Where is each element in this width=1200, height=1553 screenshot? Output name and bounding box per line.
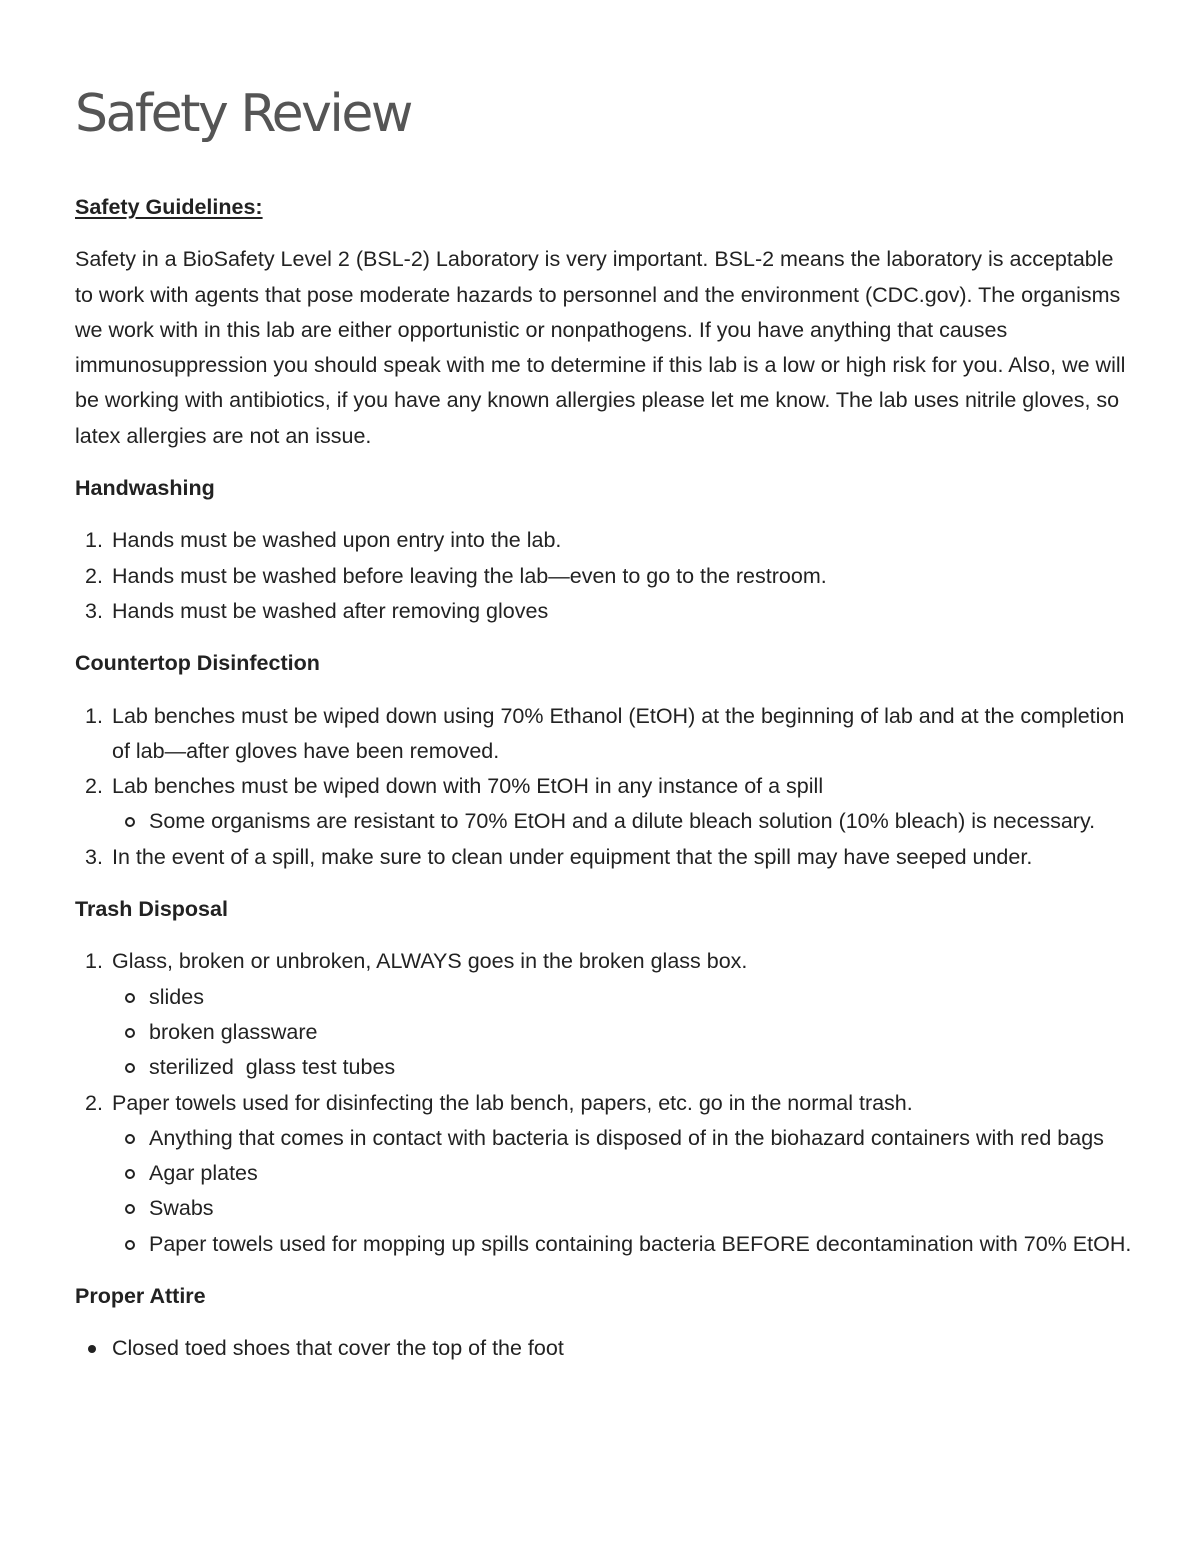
sub-list-item	[112, 1121, 1135, 1156]
list-item	[75, 523, 1135, 558]
list-item-text: Lab benches must be wiped down with 70% EtOH in any instance of a spill	[112, 774, 824, 799]
sub-list-item	[112, 1050, 1135, 1085]
list-item-text: Lab benches must be wiped down using 70% Ethanol (EtOH) at the beginning of lab and at the completion of lab—after gloves have been removed.	[112, 703, 1125, 763]
list-number: 1.	[85, 528, 103, 553]
sub-list-item	[112, 1156, 1135, 1191]
sub-list-item	[112, 1227, 1135, 1262]
list-number: 3.	[85, 844, 103, 869]
list-number: 3.	[85, 598, 103, 623]
sub-list-item-text: Agar plates	[149, 1161, 258, 1186]
circle-bullet-icon	[125, 1134, 135, 1144]
list-number: 2.	[85, 1090, 103, 1115]
list-item	[75, 1086, 1135, 1262]
circle-bullet-icon	[125, 1063, 135, 1073]
sub-list	[112, 980, 1135, 1086]
countertop-disinfection-heading: Countertop Disinfection	[75, 651, 320, 676]
list-item-text: Hands must be washed upon entry into the lab.	[112, 528, 562, 553]
list-item-text: Paper towels used for disinfecting the lab bench, papers, etc. go in the normal trash.	[112, 1090, 913, 1115]
proper-attire-heading: Proper Attire	[75, 1284, 206, 1309]
list-number: 1.	[85, 949, 103, 974]
sub-list	[112, 804, 1135, 839]
sub-list-item-text: slides	[149, 984, 204, 1009]
list-item-text: Glass, broken or unbroken, ALWAYS goes in the broken glass box.	[112, 949, 748, 974]
trash-list	[75, 944, 1135, 1262]
sub-list-item	[112, 804, 1135, 839]
list-item	[75, 944, 1135, 1085]
list-item	[75, 769, 1135, 840]
page-title: Safety Review	[75, 84, 411, 144]
list-item-text: Hands must be washed after removing gloves	[112, 598, 549, 623]
sub-list-item	[112, 980, 1135, 1015]
list-number: 2.	[85, 774, 103, 799]
list-item	[75, 594, 1135, 629]
attire-list	[75, 1331, 1135, 1366]
trash-disposal-heading: Trash Disposal	[75, 897, 228, 922]
circle-bullet-icon	[125, 1240, 135, 1250]
document-content	[75, 190, 1135, 1367]
list-item	[75, 699, 1135, 770]
sub-list-item-text: Some organisms are resistant to 70% EtOH and a dilute bleach solution (10% bleach) is necessary.	[149, 809, 1096, 834]
countertop-list	[75, 699, 1135, 875]
disc-bullet-icon	[88, 1345, 96, 1353]
sub-list	[112, 1121, 1135, 1262]
list-item-text: In the event of a spill, make sure to clean under equipment that the spill may have seeped under.	[112, 844, 1033, 869]
list-number: 1.	[85, 703, 103, 728]
list-item	[75, 1331, 1135, 1366]
list-item-text: Hands must be washed before leaving the lab—even to go to the restroom.	[112, 563, 827, 588]
sub-list-item	[112, 1191, 1135, 1226]
list-item-text: Closed toed shoes that cover the top of the foot	[112, 1336, 564, 1361]
handwashing-heading: Handwashing	[75, 476, 215, 501]
safety-guidelines-heading: Safety Guidelines:	[75, 195, 263, 219]
sub-list-item-text: Anything that comes in contact with bacteria is disposed of in the biohazard containers with red bags	[149, 1125, 1104, 1150]
circle-bullet-icon	[125, 993, 135, 1003]
sub-list-item-text: sterilized glass test tubes	[149, 1055, 396, 1080]
list-number: 2.	[85, 563, 103, 588]
safety-intro-paragraph: Safety in a BioSafety Level 2 (BSL-2) Laboratory is very important. BSL-2 means the laboratory is acceptable to work with agents that pose moderate hazards to personnel and the environment (CDC.gov). The organisms we work with in this lab are either opportunistic or nonpathogens. If you have anything that causes immunosuppression you should speak with me to determine if this lab is a low or high risk for you. Also, we will be working with antibiotics, if you have any known allergies please let me know. The lab uses nitrile gloves, so latex allergies are not an issue.	[75, 247, 1126, 448]
sub-list-item-text: broken glassware	[149, 1019, 318, 1044]
circle-bullet-icon	[125, 1204, 135, 1214]
list-item	[75, 840, 1135, 875]
sub-list-item	[112, 1015, 1135, 1050]
circle-bullet-icon	[125, 1028, 135, 1038]
circle-bullet-icon	[125, 1169, 135, 1179]
sub-list-item-text: Swabs	[149, 1196, 214, 1221]
sub-list-item-text: Paper towels used for mopping up spills containing bacteria BEFORE decontamination with 70% EtOH.	[149, 1231, 1132, 1256]
circle-bullet-icon	[125, 817, 135, 827]
handwashing-list	[75, 523, 1135, 629]
list-item	[75, 559, 1135, 594]
